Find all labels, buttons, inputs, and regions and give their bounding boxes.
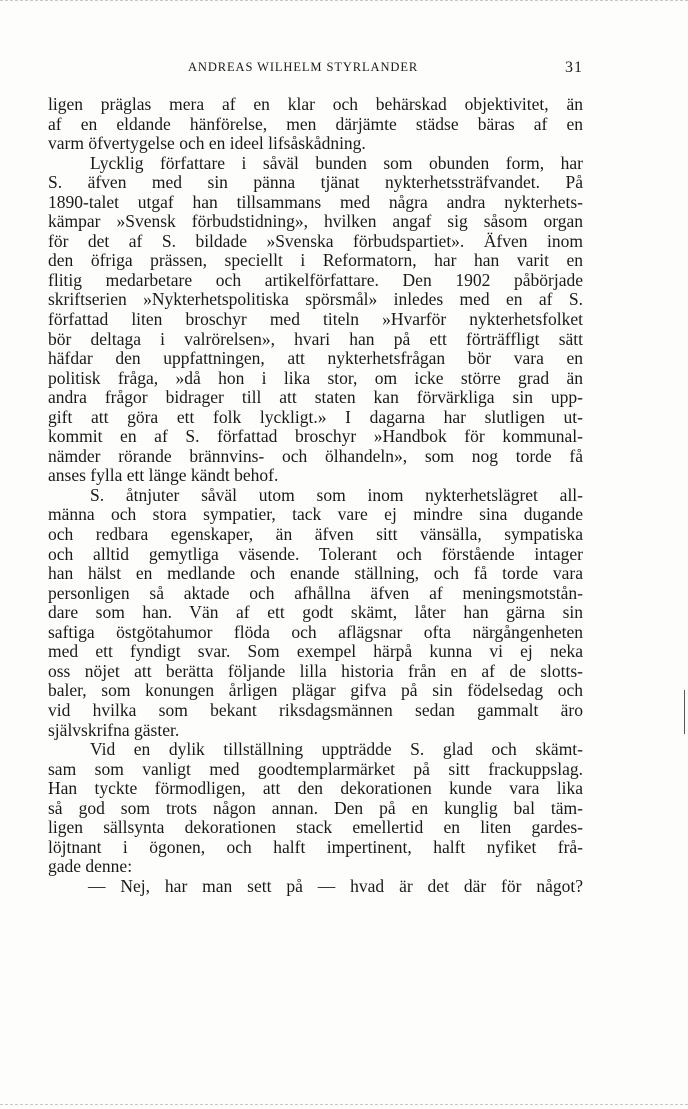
page-number: 31 (565, 59, 583, 76)
text-line: Han tyckte förmodligen, att den dekorationen kunde vara lika (48, 779, 583, 799)
running-head (48, 60, 583, 80)
text-line: — Nej, har man sett på — hvad är det där för något? (88, 876, 583, 896)
text-line: ligen sällsynta dekorationen stack emellertid en liten gardes- (48, 818, 583, 838)
text-line: författad liten broschyr med titeln »Hvarför nykterhetsfolket (48, 310, 583, 330)
body-text (48, 95, 583, 896)
text-line: anses fylla ett länge kändt behof. (48, 466, 279, 486)
text-line: männa och stora sympatier, tack vare ej mindre sina dugande (48, 505, 583, 525)
text-line: varm öfvertygelse och en ideel lifsåskådning. (48, 134, 366, 154)
text-line: självskrifna gäster. (48, 720, 180, 740)
scan-right-mark (684, 690, 685, 734)
text-line: med ett fyndigt svar. Som exempel härpå kunna vi ej neka (48, 642, 583, 662)
text-line: andra frågor bidrager till att staten kan förvärkliga sin upp- (48, 388, 583, 408)
text-line: oss nöjet att berätta följande lilla historia från en af de slotts- (48, 661, 583, 681)
text-line: baler, som konungen årligen plägar gifva på sin födelsedag och (48, 681, 583, 701)
text-line: politisk fråga, »då hon i lika stor, om icke större grad än (48, 368, 583, 388)
text-line: sam som vanligt med goodtemplarmärket på sitt frackuppslag. (48, 759, 583, 779)
text-line: löjtnant i ögonen, och halft impertinent, halft nyfiket frå- (48, 837, 583, 857)
text-line: af en eldande hänförelse, men därjämte städse bäras af en (48, 114, 583, 134)
text-line: kommit en af S. författad broschyr »Handbok för kommunal- (48, 427, 583, 447)
text-line: nämder rörande brännvins- och ölhandeln», som nog torde få (48, 446, 583, 466)
text-line: skriftserien »Nykterhetspolitiska spörsmål» inledes med en af S. (48, 290, 583, 310)
text-line: och alltid gemytliga väsende. Tolerant och förstående intager (48, 544, 583, 564)
running-title: ANDREAS WILHELM STYRLANDER (188, 60, 419, 74)
text-line: han hälst en medlande och enande ställning, och få torde vara (48, 564, 583, 584)
text-line: S. åtnjuter såväl utom som inom nykterhetslägret all- (90, 485, 583, 505)
text-line: kämpar »Svensk förbudstidning», hvilken angaf sig såsom organ (48, 212, 583, 232)
text-line: 1890-talet utgaf han tillsammans med några andra nykterhets- (48, 192, 583, 212)
scan-bottom-edge (0, 1103, 688, 1105)
text-line: så god som trots någon annan. Den på en kunglig bal täm- (48, 798, 583, 818)
text-line: gade denne: (48, 857, 133, 877)
text-line: vid hvilka som bekant riksdagsmännen sedan gammalt äro (48, 700, 583, 720)
text-line: dare som han. Vän af ett godt skämt, låter han gärna sin (48, 603, 583, 623)
text-line: ligen präglas mera af en klar och behärskad objektivitet, än (48, 95, 583, 114)
text-line: den öfriga prässen, speciellt i Reformatorn, har han varit en (48, 251, 583, 271)
text-line: Vid en dylik tillställning uppträdde S. glad och skämt- (90, 740, 583, 760)
text-line: och redbara egenskaper, än äfven sitt vänsälla, sympatiska (48, 525, 583, 545)
text-line: för det af S. bildade »Svenska förbudspartiet». Äfven inom (48, 231, 583, 251)
text-line: gift att göra ett folk lyckligt.» I dagarna har slutligen ut- (48, 407, 583, 427)
text-line: Lycklig författare i såväl bunden som obunden form, har (90, 153, 583, 173)
text-line: bör deltaga i valrörelsen», hvari han på ett förträffligt sätt (48, 329, 583, 349)
text-line: S. äfven med sin pänna tjänat nykterhetssträfvandet. På (48, 173, 583, 193)
text-line: flitig medarbetare och artikelförfattare. Den 1902 påbörjade (48, 270, 583, 290)
text-line: saftiga östgötahumor flöda och aflägsnar ofta närgångenheten (48, 622, 583, 642)
scan-top-edge (0, 0, 688, 6)
text-line: personligen så aktade och afhållna äfven af meningsmotstån- (48, 583, 583, 603)
text-line: häfdar den uppfattningen, att nykterhetsfrågan bör vara en (48, 349, 583, 369)
